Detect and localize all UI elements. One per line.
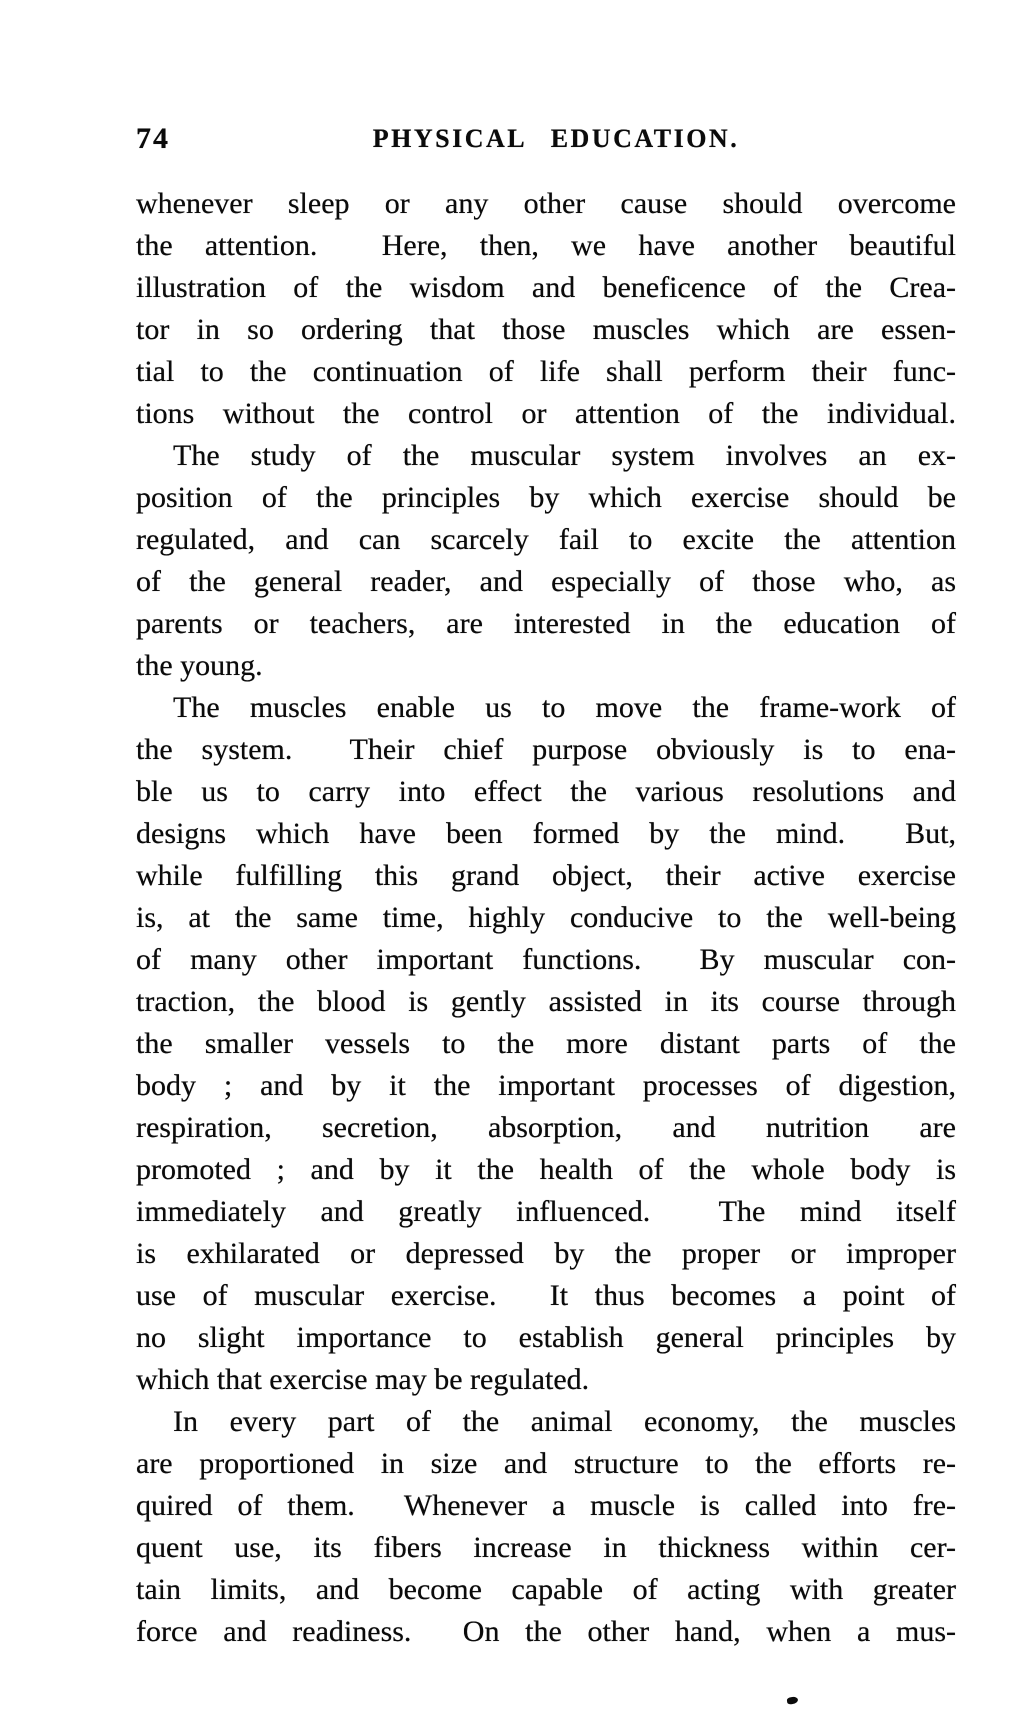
text-line: use of muscular exercise. It thus becomes a point of <box>136 1279 956 1312</box>
text-line: In every part of the animal economy, the muscles <box>173 1405 956 1438</box>
text-line: tain limits, and become capable of acting with greater <box>136 1573 956 1606</box>
text-line: The muscles enable us to move the frame-work of <box>173 691 956 724</box>
text-line: illustration of the wisdom and beneficence of the Crea- <box>136 271 956 304</box>
text-line: are proportioned in size and structure to the efforts re- <box>136 1447 956 1480</box>
page-body-text <box>136 183 956 1653</box>
text-line: while fulfilling this grand object, their active exercise <box>136 859 956 892</box>
text-line: ble us to carry into effect the various resolutions and <box>136 775 956 808</box>
text-line: regulated, and can scarcely fail to excite the attention <box>136 523 956 556</box>
text-line: the system. Their chief purpose obviously is to ena- <box>136 733 956 766</box>
text-line: the young. <box>136 649 263 682</box>
ink-speck-artifact <box>787 1696 799 1704</box>
text-line: is exhilarated or depressed by the proper or improper <box>136 1237 956 1270</box>
text-line: of the general reader, and especially of those who, as <box>136 565 956 598</box>
text-line: the smaller vessels to the more distant parts of the <box>136 1027 956 1060</box>
text-line: parents or teachers, are interested in the education of <box>136 607 956 640</box>
text-line: force and readiness. On the other hand, when a mus- <box>136 1615 956 1648</box>
text-line: of many other important functions. By muscular con- <box>136 943 956 976</box>
page-header <box>136 122 956 162</box>
text-line: traction, the blood is gently assisted in its course through <box>136 985 956 1018</box>
text-line: position of the principles by which exercise should be <box>136 481 956 514</box>
text-line: tions without the control or attention of the individual. <box>136 397 956 430</box>
text-line: the attention. Here, then, we have another beautiful <box>136 229 956 262</box>
text-line: tor in so ordering that those muscles which are essen- <box>136 313 956 346</box>
text-line: tial to the continuation of life shall perform their func- <box>136 355 956 388</box>
text-line: designs which have been formed by the mind. But, <box>136 817 956 850</box>
text-line: which that exercise may be regulated. <box>136 1363 590 1396</box>
text-line: immediately and greatly influenced. The mind itself <box>136 1195 956 1228</box>
text-line: whenever sleep or any other cause should overcome <box>136 187 956 220</box>
text-line: quent use, its fibers increase in thickness within cer- <box>136 1531 956 1564</box>
text-line: promoted ; and by it the health of the whole body is <box>136 1153 956 1186</box>
text-line: is, at the same time, highly conducive to the well-being <box>136 901 956 934</box>
text-line: quired of them. Whenever a muscle is called into fre- <box>136 1489 956 1522</box>
text-line: no slight importance to establish general principles by <box>136 1321 956 1354</box>
page-number: 74 <box>136 122 170 155</box>
text-line: body ; and by it the important processes of digestion, <box>136 1069 956 1102</box>
text-line: The study of the muscular system involves an ex- <box>173 439 956 472</box>
running-title: PHYSICAL EDUCATION. <box>372 124 740 153</box>
text-line: respiration, secretion, absorption, and nutrition are <box>136 1111 956 1144</box>
